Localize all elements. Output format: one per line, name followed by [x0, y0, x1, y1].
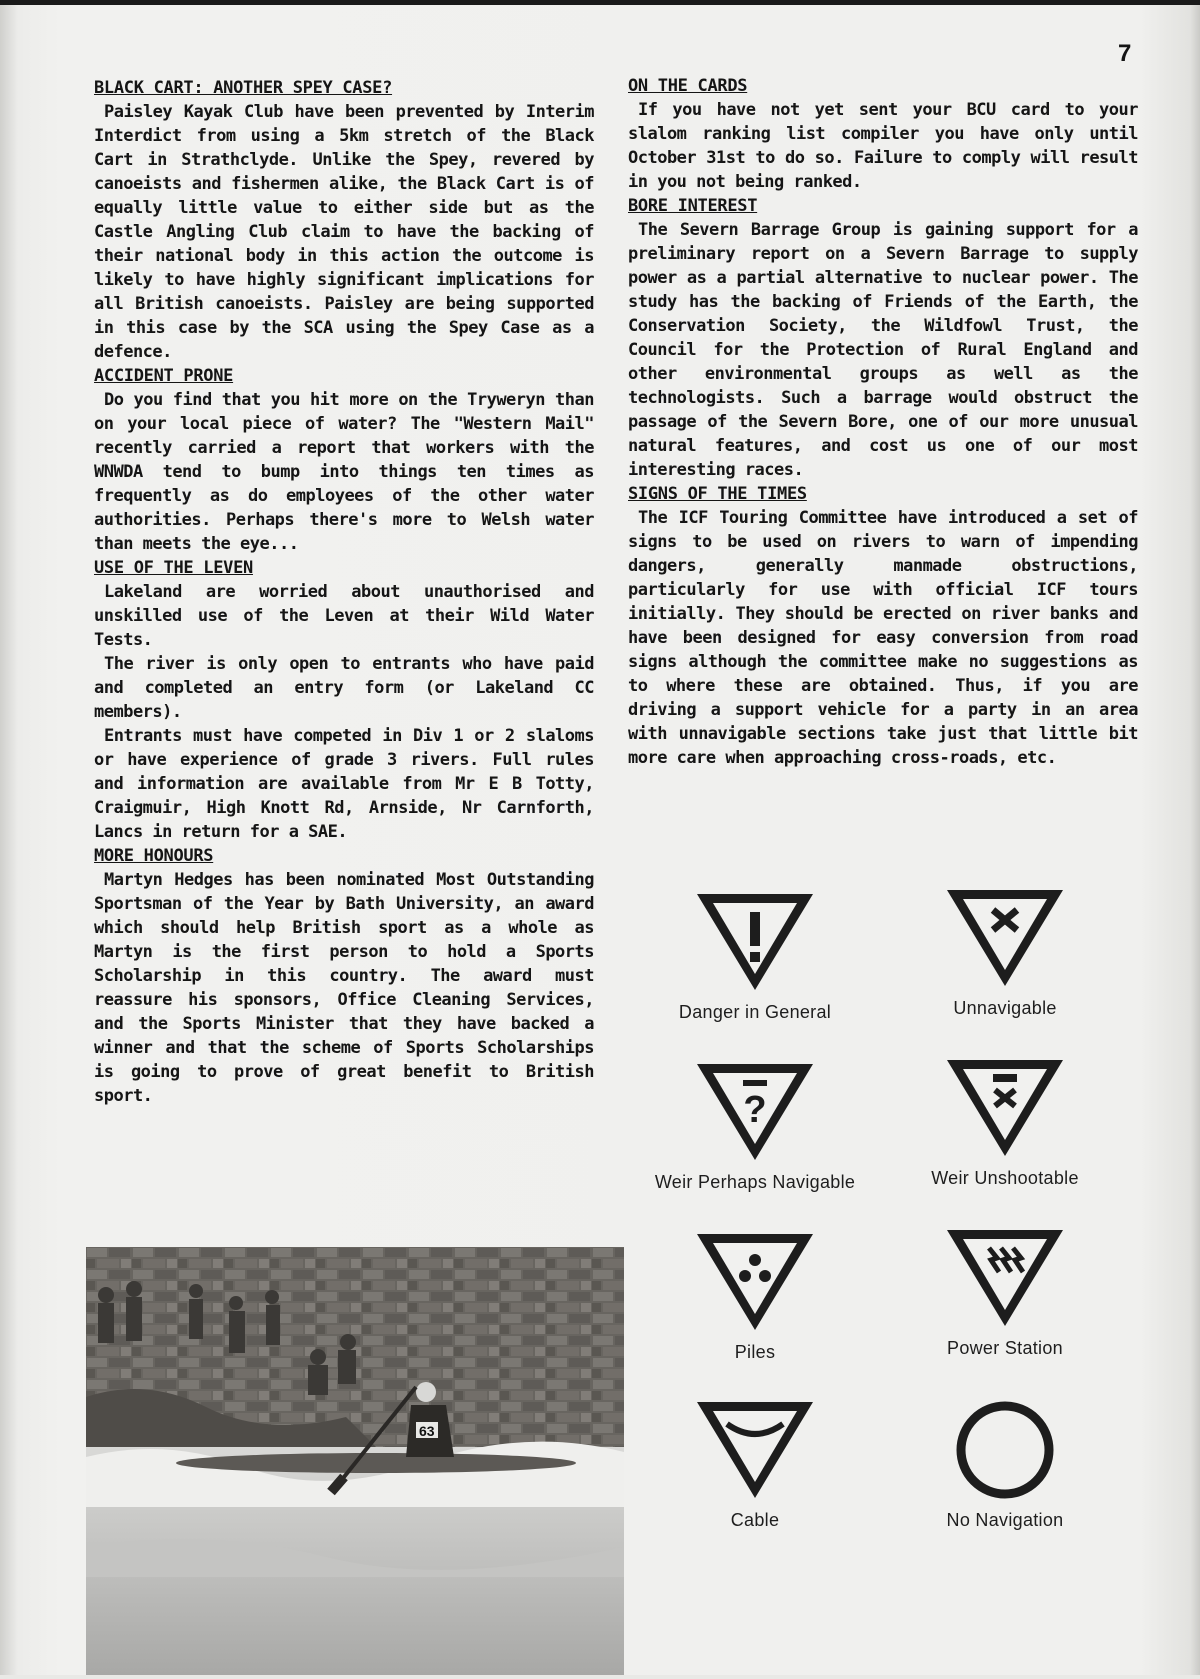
article-heading: BORE INTEREST: [628, 196, 758, 216]
sign-label: Cable: [730, 1510, 780, 1530]
sign-power-station: [880, 1226, 1130, 1359]
page-top-edge: [0, 0, 1200, 5]
photo-illustration: [86, 1247, 624, 1675]
article-heading: MORE HONOURS: [94, 846, 214, 866]
sign-label: Weir Unshootable: [931, 1168, 1079, 1188]
article-paragraph: If you have not yet sent your BCU card to your slalom ranking list compiler you have only until October 31st to do so. Failure to comply will result in you not being ranked.: [628, 100, 1138, 192]
sign-no-navigation: [880, 1398, 1130, 1531]
page-number: 7: [1118, 40, 1132, 67]
bar-question-triangle-icon: [693, 1060, 817, 1164]
bib-number: 63: [419, 1423, 435, 1439]
bar-cross-triangle-icon: [943, 1056, 1067, 1160]
sign-unnavigable: [880, 886, 1130, 1019]
article-on-the-cards: [628, 74, 1138, 194]
sign-weir-unshootable: [880, 1056, 1130, 1189]
sign-piles: [630, 1230, 880, 1363]
sign-label: Power Station: [947, 1338, 1063, 1358]
article-heading: ACCIDENT PRONE: [94, 366, 234, 386]
article-more-honours: [94, 844, 594, 1108]
article-paragraph: Do you find that you hit more on the Tryweryn than on your local piece of water? The "Western Mail" recently carried a report that workers with the WNWDA tend to bump into things ten times as frequently as do employees of the other water authorities. Perhaps there's more to Welsh water than meets the eye...: [94, 390, 594, 554]
exclamation-triangle-icon: [693, 890, 817, 994]
article-paragraph: Entrants must have competed in Div 1 or 2 slaloms or have experience of grade 3 rivers. Full rules and information are available from Mr E B Totty, Craigmuir, High Knott Rd, Arnside, Nr Carnforth, Lancs in return for a SAE.: [94, 726, 594, 842]
sign-danger-in-general: [630, 890, 880, 1023]
article-heading: ON THE CARDS: [628, 76, 748, 96]
article-paragraph: The ICF Touring Committee have introduced a set of signs to be used on rivers to warn of impending dangers, generally manmade obstructions, particularly for use with official ICF tours initially. They should be erected on river banks and have been designed for easy conversion from road signs although the committee make no suggestions as to where these are obtained. Thus, if you are driving a support vehicle for a party in an area with unnavigable sections take just that little bit more care when approaching cross-roads, etc.: [628, 508, 1138, 768]
icf-river-signs: [630, 890, 1140, 1570]
sign-weir-perhaps-navigable: [630, 1060, 880, 1193]
article-accident-prone: [94, 364, 594, 556]
article-bore-interest: [628, 194, 1138, 482]
cable-triangle-icon: [693, 1398, 817, 1502]
svg-text:?: ?: [743, 1089, 767, 1131]
slalom-canoe-photo: [86, 1247, 624, 1675]
article-paragraph: Martyn Hedges has been nominated Most Outstanding Sportsman of the Year by Bath University, an award which should help British sport as a whole as Martyn is the first person to hold a Sports Scholarship in this country. The award must reassure his sponsors, Office Cleaning Services, and the Sports Minister that they have backed a winner and that the scheme of Sports Scholarships is going to prove of great benefit to British sport.: [94, 870, 594, 1106]
article-black-cart: [94, 76, 594, 364]
sign-label: Weir Perhaps Navigable: [654, 1172, 856, 1192]
article-paragraph: Paisley Kayak Club have been prevented by Interim Interdict from using a 5km stretch of the Black Cart in Strathclyde. Unlike the Spey, revered by canoeists and fishermen alike, the Black Cart is of equally little value to either side but as the Castle Angling Club claim to have the backing of their national body in this action the outcome is likely to have highly significant implications for all British canoeists. Paisley are being supported in this case by the SCA using the Spey Case as a defence.: [94, 102, 594, 362]
left-column: [94, 76, 594, 1108]
article-heading: SIGNS OF THE TIMES: [628, 484, 807, 504]
article-use-of-the-leven: [94, 556, 594, 844]
lightning-triangle-icon: [943, 1226, 1067, 1330]
sign-label: No Navigation: [946, 1510, 1064, 1530]
ring-icon: [943, 1398, 1067, 1502]
sign-label: Danger in General: [678, 1002, 832, 1022]
article-paragraph: The Severn Barrage Group is gaining support for a preliminary report on a Severn Barrage to supply power as a partial alternative to nuclear power. The study has the backing of Friends of the Earth, the Conservation Society, the Wildfowl Trust, the Council for the Protection of Rural England and other environmental groups as well as the technologists. Such a barrage would obstruct the passage of the Severn Bore, one of our more unusual natural features, and cost us one of our most interesting races.: [628, 220, 1138, 480]
right-column: [628, 74, 1138, 770]
sign-cable: [630, 1398, 880, 1531]
article-heading: BLACK CART: ANOTHER SPEY CASE?: [94, 78, 393, 98]
article-paragraph: The river is only open to entrants who have paid and completed an entry form (or Lakeland CC members).: [94, 654, 594, 722]
sign-label: Piles: [734, 1342, 776, 1362]
cross-triangle-icon: [943, 886, 1067, 990]
article-paragraph: Lakeland are worried about unauthorised and unskilled use of the Leven at their Wild Water Tests.: [94, 582, 594, 650]
article-heading: USE OF THE LEVEN: [94, 558, 253, 578]
sign-label: Unnavigable: [953, 998, 1057, 1018]
article-signs-of-the-times: [628, 482, 1138, 770]
three-dots-triangle-icon: [693, 1230, 817, 1334]
